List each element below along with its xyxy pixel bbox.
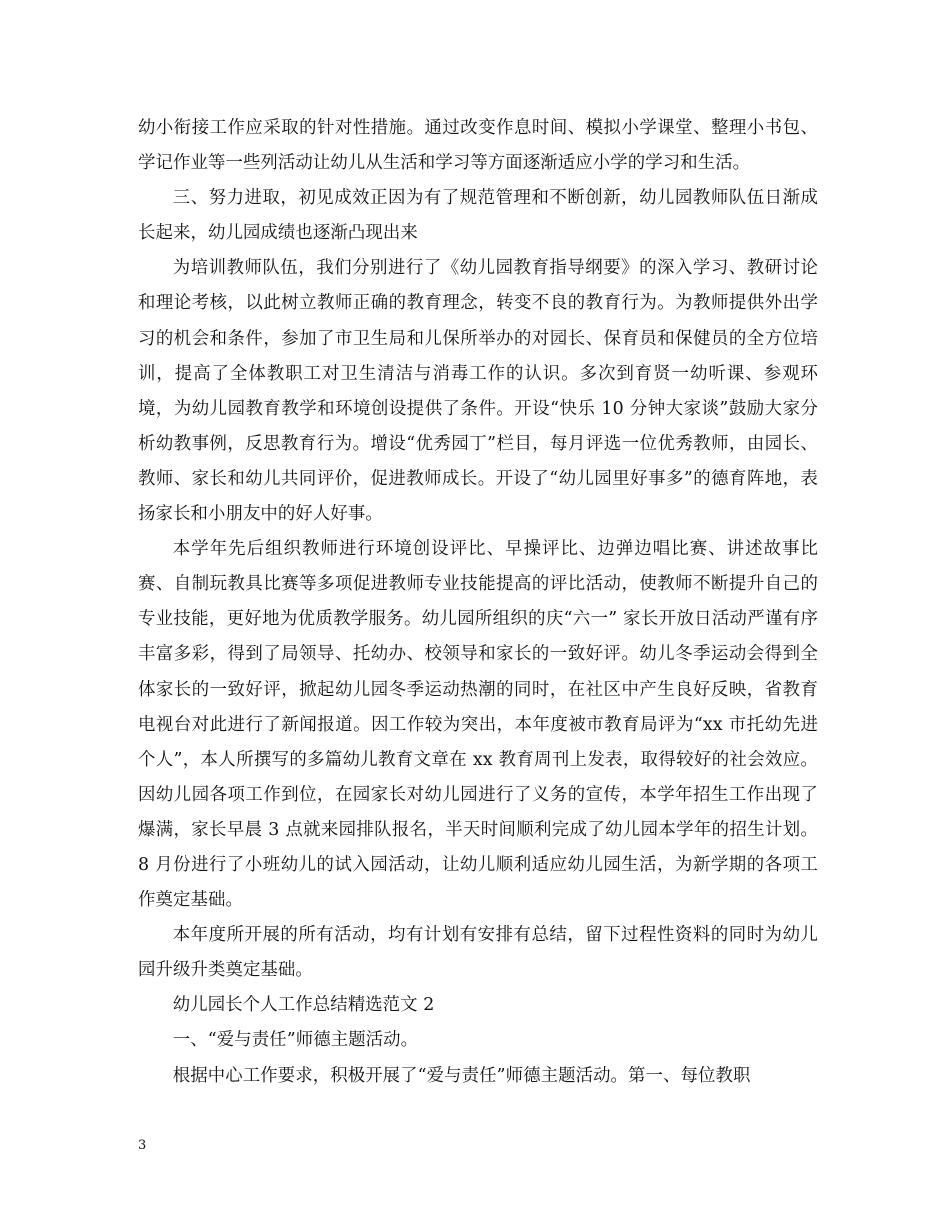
paragraph-competitions: 本学年先后组织教师进行环境创设评比、早操评比、边弹边唱比赛、讲述故事比赛、自制玩教具比赛等多项促进教师专业技能提高的评比活动，使教师不断提升自己的专业技能，更好地为优质教学服务。幼儿园所组织的庆“六一” 家长开放日活动严谨有序丰富多彩，得到了局领导、托幼办、校领导和家长的一致好评。幼儿冬季运动会得到全体家长的一致好评，掀起幼儿园冬季运动热潮的同时，在社区中产生良好反映，省教育电视台对此进行了新闻报道。因工作较为突出，本年度被市教育局评为“xx 市托幼先进个人”，本人所撰写的多篇幼儿教育文章在 xx 教育周刊上发表，取得较好的社会效应。因幼儿园各项工作到位，在园家长对幼儿园进行了义务的宣传，本学年招生工作出现了爆满，家长早晨 3 点就来园排队报名，半天时间顺利完成了幼儿园本学年的招生计划。8 月份进行了小班幼儿的试入园活动，让幼儿顺利适应幼儿园生活，为新学期的各项工作奠定基础。: [138, 539, 818, 911]
section-heading-one: 一、“爱与责任”师德主题活动。: [172, 1030, 419, 1051]
document-body: [138, 111, 818, 1094]
article-title-2: 幼儿园长个人工作总结精选范文 2: [172, 995, 435, 1016]
section-heading-three: 三、努力进取，初见成效正因为有了规范管理和不断创新，幼儿园教师队伍日渐成长起来，幼儿园成绩也逐渐凸现出来: [138, 188, 818, 244]
paragraph-teacher-training: 为培训教师队伍，我们分别进行了《幼儿园教育指导纲要》的深入学习、教研讨论和理论考核，以此树立教师正确的教育理念，转变不良的教育行为。为教师提供外出学习的机会和条件，参加了市卫生局和儿保所举办的对园长、保育员和保健员的全方位培训，提高了全体教职工对卫生清洁与消毒工作的认识。多次到育贤一幼听课、参观环境，为幼儿园教育教学和环境创设提供了条件。开设“快乐 10 分钟大家谈”鼓励大家分析幼教事例，反思教育行为。增设“优秀园丁”栏目，每月评选一位优秀教师，由园长、教师、家长和幼儿共同评价，促进教师成长。开设了“幼儿园里好事多”的德育阵地，表扬家长和小朋友中的好人好事。: [138, 258, 818, 525]
paragraph-year-summary: 本年度所开展的所有活动，均有计划有安排有总结，留下过程性资料的同时为幼儿园升级升类奠定基础。: [138, 925, 818, 981]
paragraph-ethics-activity: 根据中心工作要求，积极开展了“爱与责任”师德主题活动。第一、每位教职: [172, 1065, 751, 1086]
page-number: 3: [138, 1138, 147, 1153]
paragraph-continuation: 幼小衔接工作应采取的针对性措施。通过改变作息时间、模拟小学课堂、整理小书包、学记作业等一些列活动让幼儿从生活和学习等方面逐渐适应小学的学习和生活。: [138, 118, 818, 174]
